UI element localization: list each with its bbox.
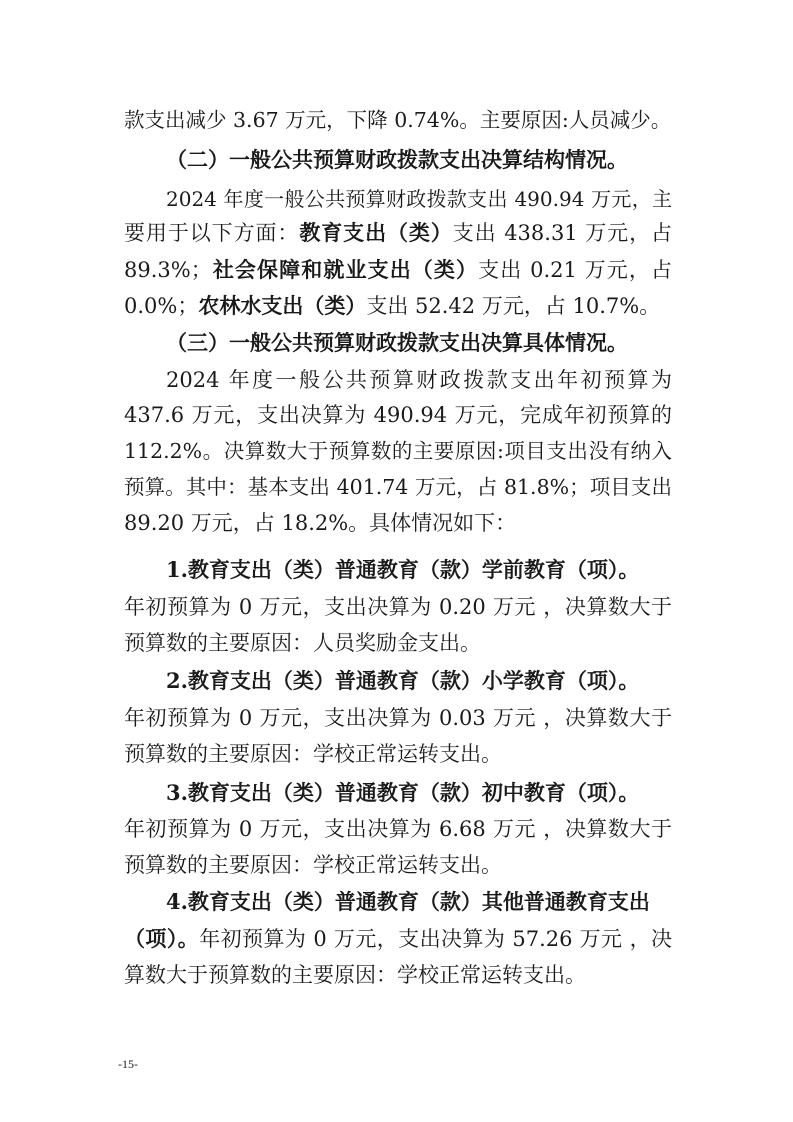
- text-line: [124, 809, 672, 849]
- page-number: -15-: [118, 1057, 138, 1071]
- text-segment: 89.3%；: [124, 258, 212, 282]
- text-line: [166, 323, 672, 363]
- bold-text-segment: 教育支出（类）: [299, 220, 453, 245]
- text-line: [124, 431, 672, 471]
- text-line: [166, 882, 672, 922]
- text-line: [166, 773, 672, 813]
- text-line: [124, 100, 672, 140]
- text-line: [166, 550, 672, 590]
- text-segment: 款支出减少 3.67 万元，下降 0.74%。主要原因:人员减少。: [124, 108, 672, 132]
- text-line: [124, 919, 672, 959]
- text-segment: 437.6 万元，支出决算为 490.94 万元，完成年初预算的: [124, 403, 672, 427]
- text-segment: 年初预算为 0 万元，支出决算为 0.20 万元 ，决算数大于: [124, 595, 672, 619]
- text-line: [124, 698, 672, 738]
- text-line: [166, 661, 672, 701]
- text-segment: 年初预算为 0 万元，支出决算为 0.03 万元 ，决算数大于: [124, 706, 672, 730]
- text-segment: 预算数的主要原因：人员奖励金支出。: [124, 631, 481, 655]
- bold-text-segment: 2.教育支出（类）普通教育（款）小学教育（项）。: [166, 668, 640, 693]
- text-segment: 0.0%；: [124, 294, 199, 318]
- bold-text-segment: （二）一般公共预算财政拨款支出决算结构情况。: [166, 147, 628, 172]
- text-line: [124, 503, 672, 543]
- text-line: [124, 395, 672, 435]
- text-segment: 2024 年度一般公共预算财政拨款支出 490.94 万元，主: [166, 187, 672, 211]
- bold-text-segment: 社会保障和就业支出（类）: [211, 257, 479, 282]
- bold-text-segment: 3.教育支出（类）普通教育（款）初中教育（项）。: [166, 780, 640, 805]
- text-line: [166, 360, 672, 400]
- text-line: [124, 623, 672, 663]
- text-segment: 要用于以下方面：: [124, 221, 300, 245]
- text-line: [124, 213, 672, 253]
- text-line: [124, 587, 672, 627]
- bold-text-segment: （项）。: [124, 926, 200, 951]
- bold-text-segment: 4.教育支出（类）普通教育（款）其他普通教育支出: [166, 889, 650, 914]
- text-segment: 支出 438.31 万元，占: [452, 221, 672, 245]
- text-segment: 112.2%。决算数大于预算数的主要原因:项目支出没有纳入: [124, 439, 672, 463]
- text-segment: 89.20 万元，占 18.2%。具体情况如下：: [124, 511, 517, 535]
- text-segment: 预算数的主要原因：学校正常运转支出。: [124, 853, 502, 877]
- text-line: [124, 955, 672, 995]
- text-line: [124, 845, 672, 885]
- text-segment: 预算数的主要原因：学校正常运转支出。: [124, 742, 502, 766]
- text-line: [124, 467, 672, 507]
- text-segment: 年初预算为 0 万元，支出决算为 6.68 万元 ，决算数大于: [124, 817, 672, 841]
- bold-text-segment: 1.教育支出（类）普通教育（款）学前教育（项）。: [166, 557, 640, 582]
- text-segment: 支出 0.21 万元，占: [478, 258, 672, 282]
- bold-text-segment: （三）一般公共预算财政拨款支出决算具体情况。: [166, 330, 628, 355]
- text-line: [124, 734, 672, 774]
- text-segment: 年初预算为 0 万元，支出决算为 57.26 万元 ，决: [199, 927, 672, 951]
- text-segment: 2024 年度一般公共预算财政拨款支出年初预算为: [166, 368, 672, 392]
- text-segment: 算数大于预算数的主要原因：学校正常运转支出。: [124, 963, 586, 987]
- text-segment: 预算。其中：基本支出 401.74 万元，占 81.8%；项目支出: [124, 475, 672, 499]
- text-line: [124, 286, 672, 326]
- bold-text-segment: 农林水支出（类）: [198, 293, 367, 318]
- text-line: [124, 250, 672, 290]
- text-segment: 支出 52.42 万元，占 10.7%。: [366, 294, 661, 318]
- text-line: [166, 140, 672, 180]
